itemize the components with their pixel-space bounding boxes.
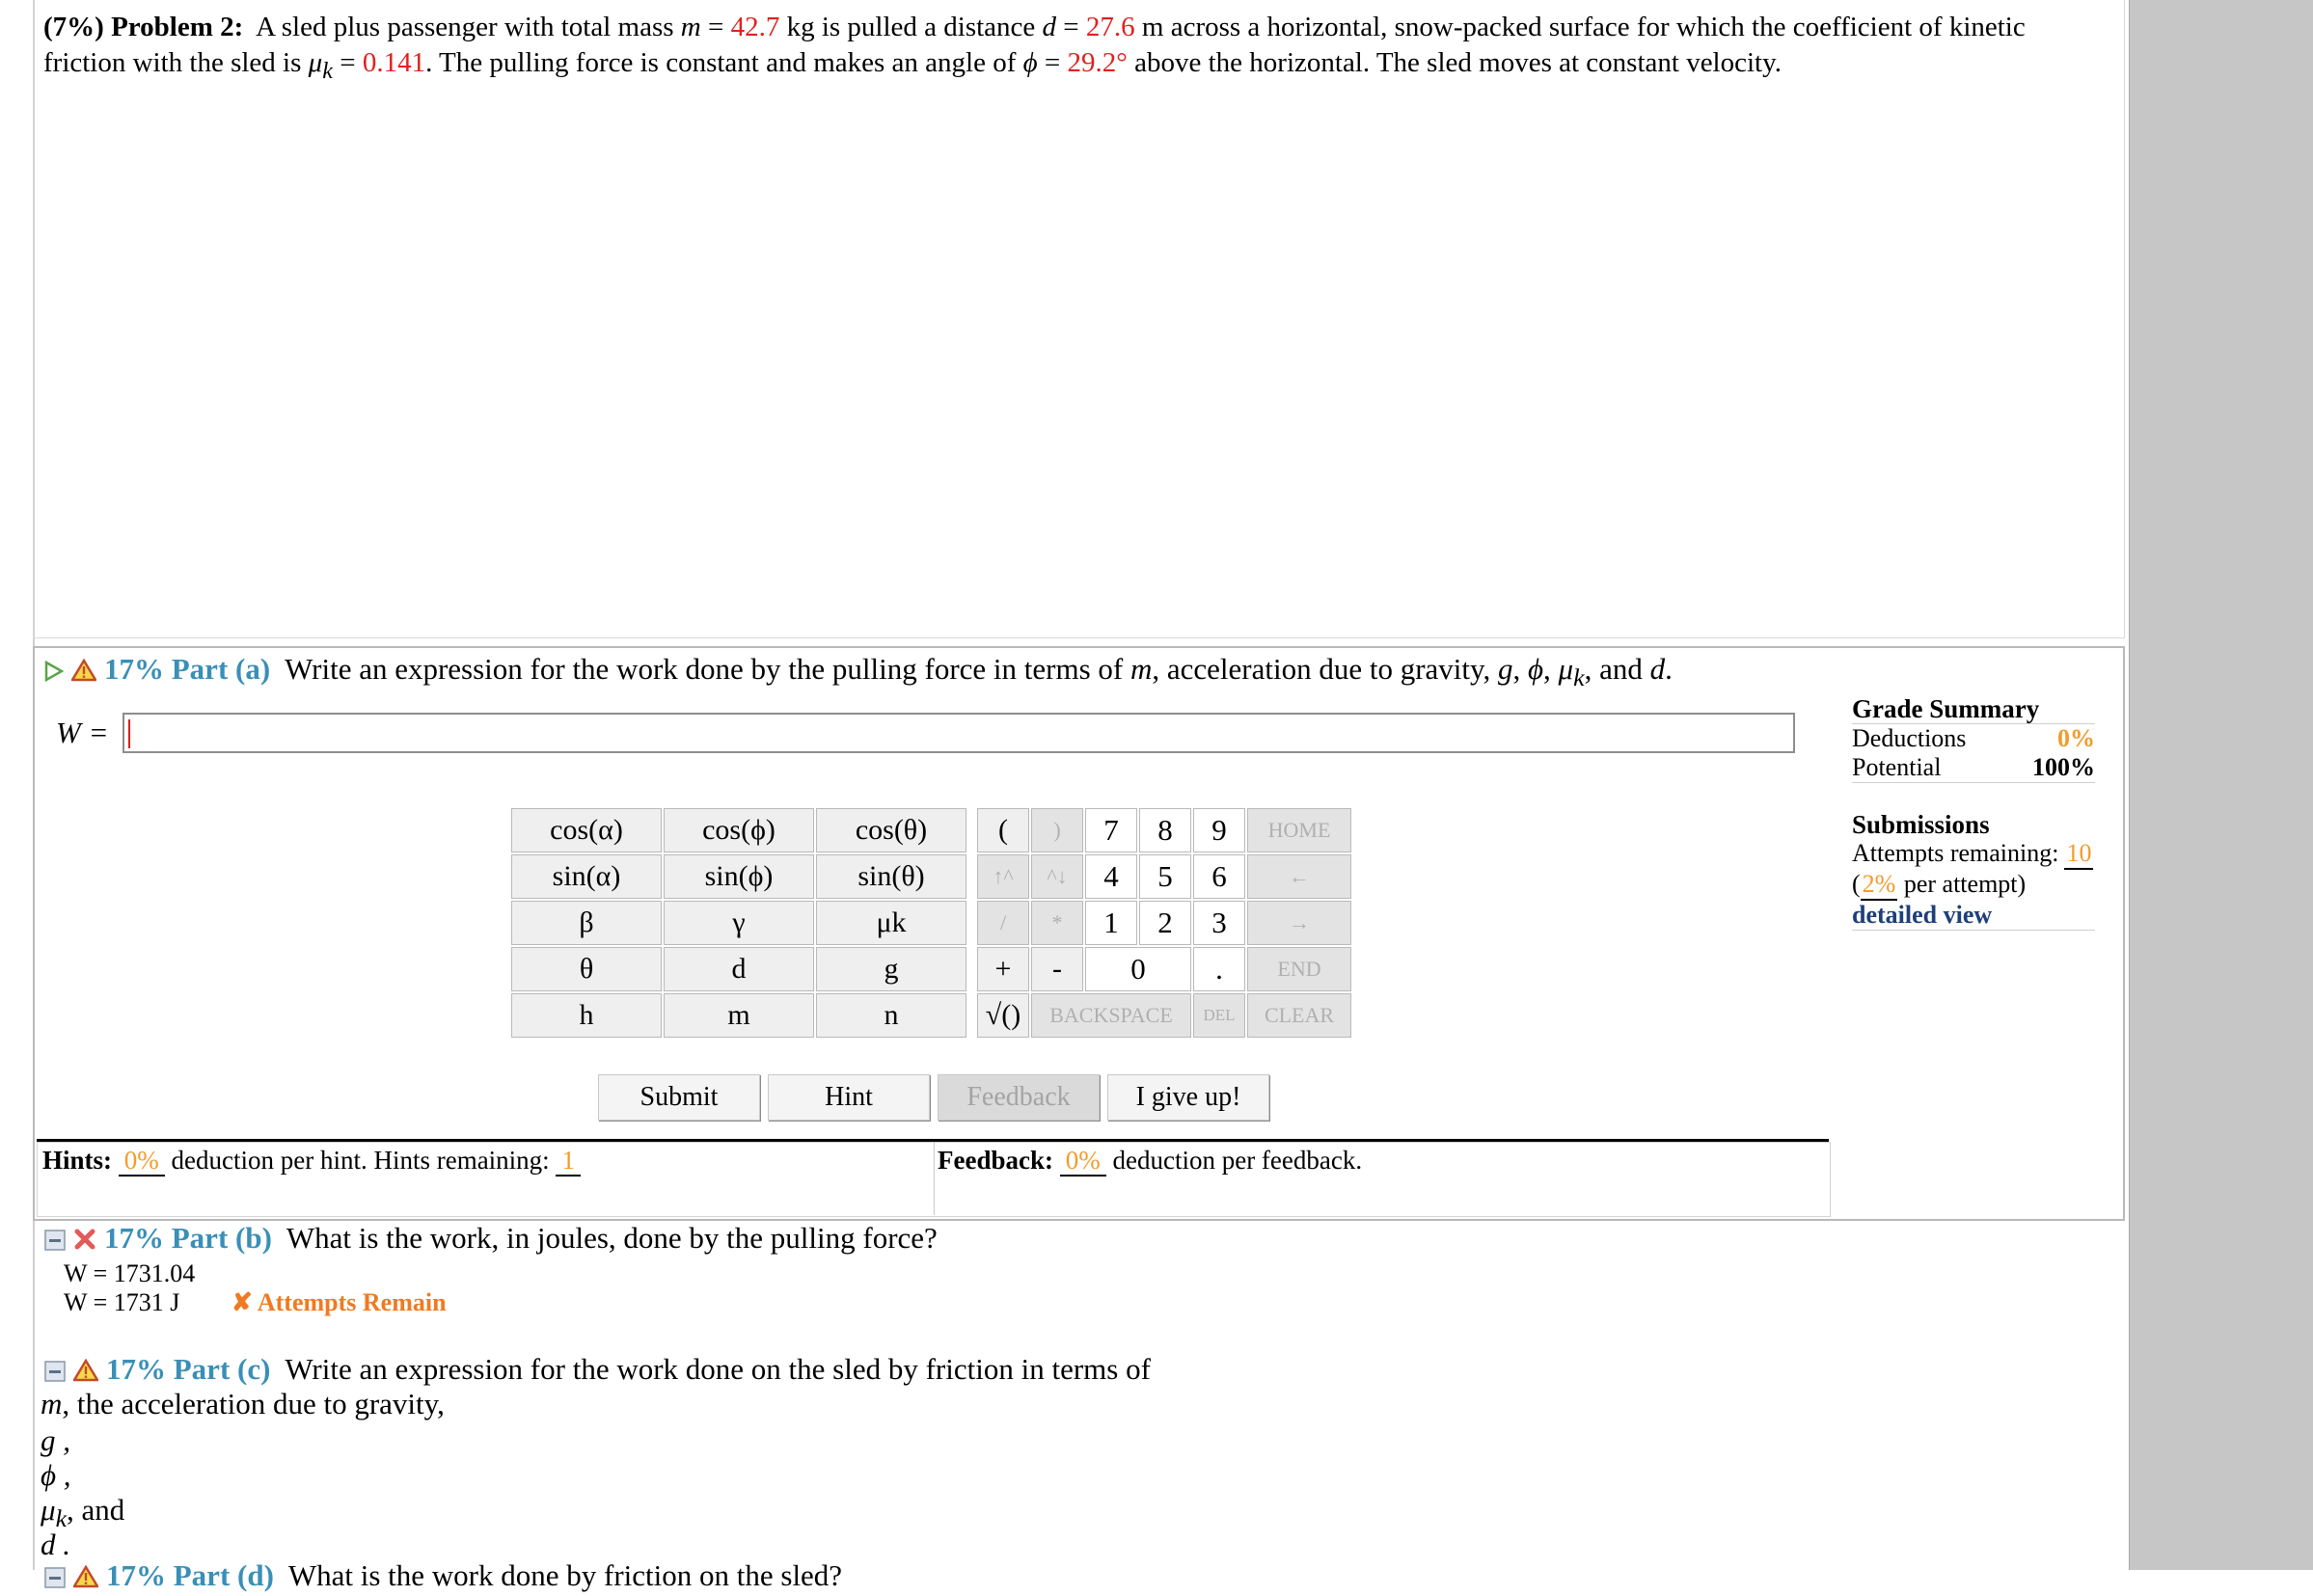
potential-value: 100% xyxy=(2032,753,2095,781)
problem-weight: (7%) xyxy=(43,12,104,42)
key-minus[interactable]: - xyxy=(1031,947,1083,991)
key-sin-alpha[interactable]: sin(α) xyxy=(511,854,662,899)
key-plus[interactable]: + xyxy=(977,947,1029,991)
part-a-title: 17% Part (a) Write an expression for the work done by the pulling force in terms of m, acceleration due to gravity, g, ϕ, $\mu_k$, and d. xyxy=(44,652,1673,695)
per-attempt-row: ( 2% per attempt) xyxy=(1852,870,2095,901)
angle-value: 29.2° xyxy=(1067,47,1128,78)
key-right-paren[interactable]: ) xyxy=(1031,808,1083,852)
warning-icon xyxy=(71,655,96,690)
hint-deduction: 0% xyxy=(119,1146,165,1177)
text-cursor xyxy=(128,719,130,748)
problem-statement: (7%) Problem 2: A sled plus passenger with total mass m = 42.7 kg is pulled a distance d = 27.6 m across a horizontal, snow-packed surface for which the coefficient of kinetic friction with the sled is $\mu_k = 0.141$. The pulling force is constant and makes an angle of ϕ = 29.2° above the horizontal. The sled moves at constant velocity. xyxy=(43,12,2026,84)
key-del[interactable]: DEL xyxy=(1193,993,1245,1038)
friction-value: 0.141 xyxy=(362,47,426,78)
key-h[interactable]: h xyxy=(511,993,662,1038)
part-c-line-3: g , xyxy=(41,1423,70,1457)
number-keypad xyxy=(975,806,1353,1040)
variable-keypad xyxy=(509,806,968,1040)
part-c-title: 17% Part (c) Write an expression for the work done on the sled by friction in terms of xyxy=(44,1352,1151,1390)
page-scroll-gutter xyxy=(2129,0,2313,1570)
key-arrow-left[interactable]: ← xyxy=(1247,854,1351,899)
potential-row: Potential 100% xyxy=(1852,753,2095,781)
key-power-up[interactable]: ↑^ xyxy=(977,854,1029,899)
attempts-value: 10 xyxy=(2064,839,2093,870)
collapse-icon[interactable] xyxy=(44,1224,66,1258)
key-3[interactable]: 3 xyxy=(1193,901,1245,945)
key-4[interactable]: 4 xyxy=(1085,854,1137,899)
incorrect-x-icon xyxy=(73,1224,96,1258)
key-n[interactable]: n xyxy=(816,993,966,1038)
key-cos-theta[interactable]: cos(θ) xyxy=(816,808,966,852)
key-power-down[interactable]: ^↓ xyxy=(1031,854,1083,899)
deductions-value: 0% xyxy=(2057,724,2095,752)
mass-value: 42.7 xyxy=(730,12,780,42)
key-divide[interactable]: / xyxy=(977,901,1029,945)
key-d[interactable]: d xyxy=(664,947,814,991)
grade-summary xyxy=(1852,694,2095,931)
give-up-button[interactable]: I give up! xyxy=(1107,1074,1269,1121)
key-sin-phi[interactable]: sin(ϕ) xyxy=(664,854,814,899)
key-arrow-right[interactable]: → xyxy=(1247,901,1351,945)
key-clear[interactable]: CLEAR xyxy=(1247,993,1351,1038)
key-9[interactable]: 9 xyxy=(1193,808,1245,852)
part-d-title: 17% Part (d) What is the work done by friction on the sled? xyxy=(44,1558,842,1596)
collapse-icon[interactable] xyxy=(44,1355,66,1390)
expand-arrow-icon[interactable] xyxy=(44,655,64,690)
part-b-title: 17% Part (b) What is the work, in joules, done by the pulling force? xyxy=(44,1221,938,1258)
key-7[interactable]: 7 xyxy=(1085,808,1137,852)
hint-button[interactable]: Hint xyxy=(768,1074,930,1121)
grade-summary-title: Grade Summary xyxy=(1852,694,2095,724)
key-8[interactable]: 8 xyxy=(1139,808,1191,852)
part-c-line-2: m, the acceleration due to gravity, xyxy=(41,1387,445,1420)
hints-info: Hints: 0% deduction per hint. Hints remaining: 1 xyxy=(42,1146,581,1176)
part-c-line-4: ϕ , xyxy=(41,1458,71,1492)
submit-button[interactable]: Submit xyxy=(598,1074,760,1121)
key-g[interactable]: g xyxy=(816,947,966,991)
key-2[interactable]: 2 xyxy=(1139,901,1191,945)
part-c-line-6: d . xyxy=(41,1528,70,1561)
key-cos-alpha[interactable]: cos(α) xyxy=(511,808,662,852)
hints-remaining: 1 xyxy=(556,1146,581,1177)
key-6[interactable]: 6 xyxy=(1193,854,1245,899)
key-sin-theta[interactable]: sin(θ) xyxy=(816,854,966,899)
warning-icon xyxy=(73,1561,98,1596)
deductions-row: Deductions 0% xyxy=(1852,724,2095,752)
part-b-answer-1: W = 1731.04 xyxy=(64,1259,196,1287)
problem-label: Problem 2: xyxy=(111,12,244,42)
key-multiply[interactable]: * xyxy=(1031,901,1083,945)
key-m[interactable]: m xyxy=(664,993,814,1038)
key-sqrt[interactable]: √() xyxy=(977,993,1029,1038)
feedback-button[interactable]: Feedback xyxy=(938,1074,1100,1121)
key-1[interactable]: 1 xyxy=(1085,901,1137,945)
collapse-icon[interactable] xyxy=(44,1561,66,1596)
key-beta[interactable]: β xyxy=(511,901,662,945)
feedback-info: Feedback: 0% deduction per feedback. xyxy=(938,1146,1363,1175)
key-backspace[interactable]: BACKSPACE xyxy=(1031,993,1191,1038)
key-left-paren[interactable]: ( xyxy=(977,808,1029,852)
key-gamma[interactable]: γ xyxy=(664,901,814,945)
part-b-answer-2: W = 1731 J xyxy=(64,1288,180,1316)
warning-icon xyxy=(73,1355,98,1390)
key-5[interactable]: 5 xyxy=(1139,854,1191,899)
answer-label: W = xyxy=(56,716,109,749)
feedback-deduction: 0% xyxy=(1060,1146,1106,1177)
per-attempt-pct: 2% xyxy=(1861,870,1898,901)
key-mu-k[interactable]: μk xyxy=(816,901,966,945)
problem-frame xyxy=(33,0,2125,638)
key-end[interactable]: END xyxy=(1247,947,1351,991)
hints-feedback-separator xyxy=(934,1142,935,1215)
key-theta[interactable]: θ xyxy=(511,947,662,991)
key-0[interactable]: 0 xyxy=(1085,947,1191,991)
detailed-view-link[interactable]: detailed view xyxy=(1852,901,2095,931)
key-home[interactable]: HOME xyxy=(1247,808,1351,852)
submissions-title: Submissions xyxy=(1852,810,1990,839)
key-cos-phi[interactable]: cos(ϕ) xyxy=(664,808,814,852)
answer-input[interactable] xyxy=(122,713,1795,753)
part-c-line-5: $\mu_k$, and xyxy=(41,1493,125,1533)
key-decimal[interactable]: . xyxy=(1193,947,1245,991)
attempts-remain-status: ✘ Attempts Remain xyxy=(231,1288,447,1316)
attempts-row: Attempts remaining: 10 xyxy=(1852,839,2095,870)
distance-value: 27.6 xyxy=(1085,12,1135,42)
